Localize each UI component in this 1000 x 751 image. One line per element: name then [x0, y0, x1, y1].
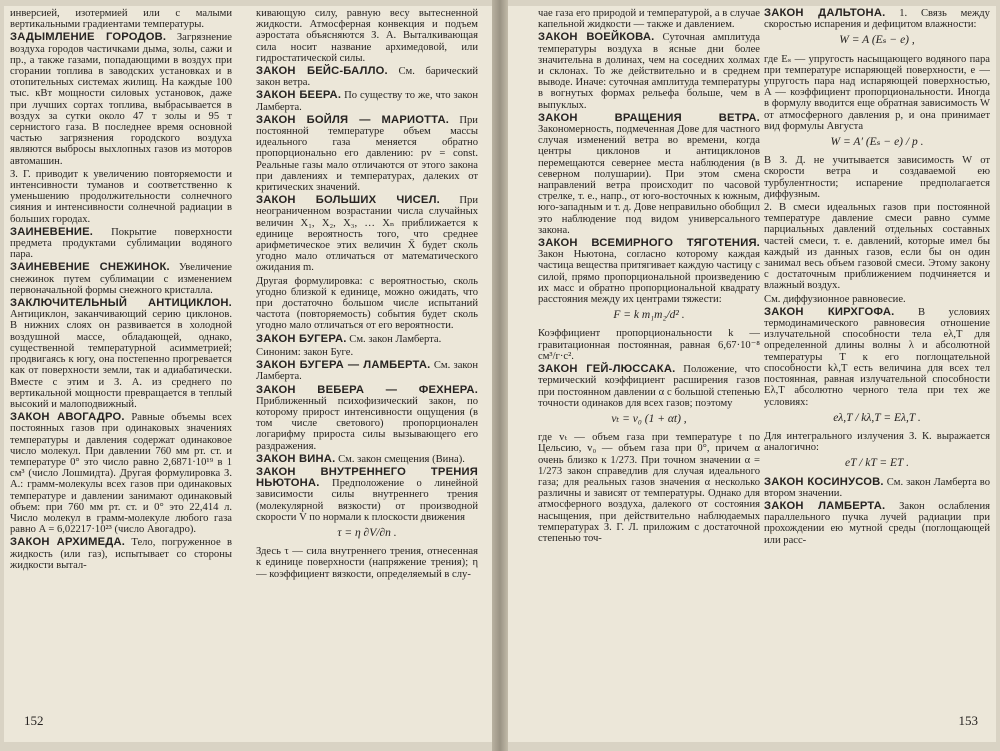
- entry-headword: ЗАКОН ВОЕЙКОВА.: [538, 31, 655, 44]
- page-number: 152: [24, 713, 44, 728]
- dictionary-entry: [10, 298, 232, 410]
- dictionary-entry: [10, 8, 232, 30]
- formula: [764, 413, 990, 424]
- formula: [764, 137, 990, 148]
- entry-text: чае газа его природой и температурой, а в случае капельной жидкости — также и давлением.: [538, 8, 760, 31]
- left-page: [4, 6, 492, 742]
- dictionary-entry: [256, 66, 478, 88]
- formula-text: τ = η ∂V/∂n .: [337, 526, 397, 539]
- entry-text: Предположение о линейной зависимости силы внутреннего трения (молекулярной вязкости) от производной скорости V по нормали к плоскости движения: [256, 478, 478, 523]
- entry-headword: ЗАКОН БУГЕРА.: [256, 332, 347, 345]
- dictionary-entry: [538, 8, 760, 30]
- column: [538, 8, 760, 698]
- entry-headword: ЗАКОН ВНУТРЕННЕГО ТРЕНИЯ НЬЮТОНА.: [256, 465, 478, 490]
- formula: [538, 414, 760, 425]
- entry-text: Здесь τ — сила внутреннего трения, отнесенная к единице поверхности (напряжение трения); η — коэффициент вязкости, определяемый в слу-: [256, 546, 478, 580]
- page-number: 153: [958, 713, 978, 728]
- entry-headword: ЗАКОН АВОГАДРО.: [10, 411, 125, 424]
- entry-text: При неограниченном возрастании числа случайных величин X₁, X₂, X₃, … Xₙ приближается к единице вероятность того, что среднее арифметическое этих величин X̄ будет сколь угодно мало отличаться от математического ожидания m.: [256, 195, 478, 274]
- entry-text: 2. В смеси идеальных газов при постоянной температуре давление смеси равно сумме парциальных давлений отдельных составных частей смеси, т. е. давлений, которые имел бы каждый из данных газов, если бы он один занимал весь объем газовой смеси. Этому закону с достаточным приближением подчиняется и влажный воздух.: [764, 202, 990, 292]
- entry-text: где vₜ — объем газа при температуре t по Цельсию, v₀ — объем газа при 0°, причем α очень близко к 1/273. При точном значении α = 1/273 закон справедлив для случая идеального газа; для реальных газов значения α несколько различны и зависят от температуры. Однако для атмосферного воздуха, далекого от состояния насыщения, при действительно наблюдаемых температурах З. Г. Л. приложим с достаточной степенью точ-: [538, 432, 760, 544]
- dictionary-entry: [538, 364, 760, 409]
- formula-text: vₜ = v₀ (1 + αt) ,: [611, 412, 687, 425]
- entry-headword: ЗАКОН АРХИМЕДА.: [10, 536, 126, 549]
- book-gutter: [492, 0, 508, 751]
- entry-text: См. диффузионное равновесие.: [764, 293, 906, 305]
- entry-headword: ЗАКЛЮЧИТЕЛЬНЫЙ АНТИЦИКЛОН.: [10, 297, 232, 310]
- dictionary-entry: [256, 334, 478, 345]
- entry-headword: ЗАКОН БЕЙС-БАЛЛО.: [256, 65, 388, 78]
- dictionary-entry: [764, 202, 990, 292]
- entry-headword: ЗАКОН КОСИНУСОВ.: [764, 475, 884, 488]
- entry-headword: ЗАКОН БОЛЬШИХ ЧИСЕЛ.: [256, 194, 440, 207]
- entry-headword: ЗАКОН БУГЕРА — ЛАМБЕРТА.: [256, 359, 431, 372]
- formula: [764, 35, 990, 46]
- dictionary-entry: [538, 432, 760, 544]
- formula-text: F = k m₁m₂/d² .: [613, 309, 685, 322]
- entry-headword: ЗАИНЕВЕНИЕ.: [10, 225, 94, 238]
- entry-text: Для интегрального излучения З. К. выражается аналогично:: [764, 430, 990, 454]
- right-page: [508, 6, 996, 742]
- dictionary-entry: [764, 431, 990, 453]
- entry-text: См. закон Ламберта.: [256, 360, 478, 383]
- entry-text: См. закон Ламберта во втором значении.: [764, 476, 990, 499]
- entry-headword: ЗАКОН ЛАМБЕРТА.: [764, 499, 886, 512]
- dictionary-entry: [256, 90, 478, 112]
- entry-text: См. закон смещения (Вина).: [338, 453, 465, 465]
- entry-text: Положение, что термический коэффициент расширения газов при постоянном давлении α с большой степенью точности одинаков для всех газов; поэтому: [538, 364, 760, 409]
- formula: [764, 458, 990, 469]
- entry-headword: ЗАКОН ГЕЙ-ЛЮССАКА.: [538, 363, 676, 376]
- formula-text: eλ,T / kλ,T = Eλ,T .: [833, 411, 921, 424]
- dictionary-entry: [256, 454, 478, 465]
- dictionary-entry: [256, 195, 478, 273]
- entry-text: Приближенный психофизический закон, по которому прирост интенсивности ощущения (в том числе светового) пропорционален логарифму прироста силы вызывающего его раздражения.: [256, 395, 478, 452]
- dictionary-entry: [10, 32, 232, 166]
- formula-text: W = A (Eₛ − e) ,: [839, 34, 915, 47]
- entry-text: З. Г. приводит к увеличению повторяемости и интенсивности туманов и соответственно к уменьшению продолжительности солнечного сияния и интенсивности солнечной радиации в больших городах.: [10, 168, 232, 225]
- dictionary-entry: [10, 169, 232, 225]
- entry-text: Коэффициент пропорциональности k — гравитационная постоянная, равная 6,67·10⁻⁸ см³/г·с².: [538, 328, 760, 362]
- entry-text: При постоянной температуре объем массы идеального газа меняется обратно пропорционально его давлению: pv = const. Реальные газы мало отличаются от этого закона при давлениях и температурах, далеких от критических значений.: [256, 114, 478, 194]
- entry-text: По существу то же, что закон Ламберта.: [256, 90, 478, 113]
- dictionary-entry: [764, 307, 990, 408]
- formula: [538, 310, 760, 321]
- dictionary-entry: [764, 501, 990, 546]
- column: [256, 8, 478, 698]
- dictionary-entry: [764, 294, 990, 305]
- entry-headword: ЗАКОН ВСЕМИРНОГО ТЯГОТЕНИЯ.: [538, 237, 760, 250]
- entry-text: См. закон Ламберта.: [349, 333, 442, 345]
- dictionary-entry: [256, 276, 478, 332]
- entry-text: Увеличение снежинок путем сублимации с изменением первоначальной формы снежного кристалла.: [10, 262, 232, 296]
- entry-headword: ЗАКОН БОЙЛЯ — МАРИОТТА.: [256, 113, 450, 126]
- entry-text: Закон ослабления параллельного пучка лучей радиации при прохождении ею мутной среды (поглощающей или расс-: [764, 500, 990, 546]
- dictionary-entry: [256, 360, 478, 382]
- dictionary-entry: [538, 32, 760, 110]
- dictionary-entry: [10, 537, 232, 571]
- entry-text: инверсией, изотермией или с малыми вертикальными градиентами температуры.: [10, 8, 232, 31]
- entry-text: где Eₛ — упругость насыщающего водяного пара при температуре испаряющей поверхности, e — упругость пара над испаряющей поверхностью, A — коэффициент пропорциональности. Иногда в формулу вводится еще обратная зависимость W от атмосферного давления p, и она принимает вид формулы Августа: [764, 53, 990, 132]
- entry-text: См. барический закон ветра.: [256, 66, 478, 89]
- dictionary-entry: [256, 347, 478, 358]
- entry-headword: ЗАКОН ДАЛЬТОНА.: [764, 8, 886, 19]
- dictionary-entry: [764, 477, 990, 499]
- entry-headword: ЗАИНЕВЕНИЕ СНЕЖИНОК.: [10, 261, 170, 274]
- entry-text: Тело, погруженное в жидкость (или газ), испытывает со стороны жидкости вытал-: [10, 537, 232, 571]
- entry-text: В З. Д. не учитывается зависимость W от скорости ветра и создаваемой ею турбулентности; испарение предполагается диффузным.: [764, 155, 990, 200]
- formula-text: W = A′ (Eₛ − e) / p .: [830, 136, 924, 149]
- entry-text: кивающую силу, равную весу вытесненной жидкости. Атмосферная конвекция и подъем аэростата объясняются З. А. Выталкивающая сила носит название архимедовой, или гидростатической силы.: [256, 8, 478, 64]
- dictionary-entry: [764, 155, 990, 200]
- dictionary-entry: [256, 8, 478, 64]
- entry-text: Антициклон, заканчивающий серию циклонов. В нижних слоях он развивается в холодной воздушной массе, обладающей, однако, существенной температурной асимметрией; продвигаясь к югу, она постепенно прогревается как от поверхности земли, так и адиабатически. Вместе с этим и З. А. из среднего по вертикальной мощности превращается в теплый высокий и малоподвижный.: [10, 309, 232, 410]
- dictionary-entry: [538, 113, 760, 236]
- entry-text: Синоним: закон Буге.: [256, 346, 354, 358]
- column: [10, 8, 232, 698]
- entry-text: 1. Связь между скоростью испарения и дефицитом влажности:: [764, 8, 990, 31]
- entry-headword: ЗАКОН БЕЕРА.: [256, 89, 342, 102]
- dictionary-entry: [764, 8, 990, 30]
- entry-text: Закон Ньютона, согласно которому каждая частица вещества притягивает каждую частицу с силой, прямо пропорциональной произведению их масс и обратно пропорциональной квадрату расстояния между их центрами тяжести:: [538, 249, 760, 306]
- entry-text: Равные объемы всех постоянных газов при одинаковых значениях температуры и давления содержат одинаковое число молекул. При давлении 760 мм рт. ст. и температуре 0° это число равно 2,6871·10¹⁹ в 1 см³ (число Лошмидта). Другая формулировка З. А.: грамм-молекулы всех газов при одинаковых температуре и давлении занимают одинаковый объем: при 760 мм рт. ст. и 0° это 22,414 л. Число молекул в грамм-молекуле любого газа равно A = 6,02217·10²³ (число Авогадро).: [10, 412, 232, 536]
- dictionary-entry: [256, 467, 478, 523]
- entry-headword: ЗАКОН ВРАЩЕНИЯ ВЕТРА.: [538, 111, 760, 124]
- entry-text: Суточная амплитуда температуры воздуха в ясные дни более значительна в долинах, чем на соседних холмах и склонах. То же действительно и в среднем выводе. Иначе: суточная амплитуда температуры в вогнутых формах рельефа больше, чем в выпуклых.: [538, 32, 760, 111]
- formula-text: eT / kT = ET .: [844, 457, 909, 470]
- entry-headword: ЗАДЫМЛЕНИЕ ГОРОДОВ.: [10, 31, 167, 44]
- entry-text: Другая формулировка: с вероятностью, сколь угодно близкой к единице, можно ожидать, что при достаточно большом числе испытаний частота (повторяемость) события будет сколь угодно мало отличаться от его вероятности.: [256, 275, 478, 332]
- dictionary-entry: [256, 385, 478, 452]
- entry-headword: ЗАКОН ВИНА.: [256, 452, 336, 465]
- entry-text: В условиях термодинамического равновесия отношение излучательной способности тела eλ,T для определенной длины волны λ и абсолютной температуры T к его поглощательной способности kλ,T есть величина для всех тел постоянная, равная излучательной способности Eλ,T абсолютно черного тела при тех же условиях:: [764, 306, 990, 408]
- entry-headword: ЗАКОН КИРХГОФА.: [764, 305, 895, 318]
- column: [764, 8, 990, 698]
- dictionary-entry: [538, 238, 760, 305]
- dictionary-entry: [256, 115, 478, 193]
- dictionary-entry: [10, 262, 232, 296]
- entry-text: Закономерность, подмеченная Дове для частного случая изменений ветра во времени, когда центры циклонов и антициклонов перемещаются севернее места наблюдения (в северном полушарии). При этом смена направлений ветра происходит по часовой стрелке, т. е., напр., от юго-восточных к южным, юго-западным и т. д. Дове неправильно обобщил это наблюдение под видом универсального закона.: [538, 124, 760, 236]
- dictionary-entry: [764, 54, 990, 132]
- dictionary-entry: [256, 546, 478, 580]
- dictionary-entry: [10, 227, 232, 261]
- dictionary-entry: [10, 412, 232, 535]
- dictionary-entry: [538, 328, 760, 362]
- formula: [256, 528, 478, 539]
- entry-text: Покрытие поверхности предмета продуктами сублимации водяного пара.: [10, 226, 232, 261]
- entry-headword: ЗАКОН ВЕБЕРА — ФЕХНЕРА.: [256, 383, 478, 396]
- entry-text: Загрязнение воздуха городов частичками дыма, золы, сажи и пр., а также газами, попадающими в воздух при сгорании топлива в заводских установках и в отопительных системах жилищ. На каждые 100 тыс. кВт мощности силовых установок, даже при лучших сортах топлива, выбрасывается в воздух за сутки около 47 т золы и 95 т сернистого газа. В последнее время основной частью загрязнения городского воздуха являются выбросы выхлопных газов из моторов автомашин.: [10, 32, 232, 167]
